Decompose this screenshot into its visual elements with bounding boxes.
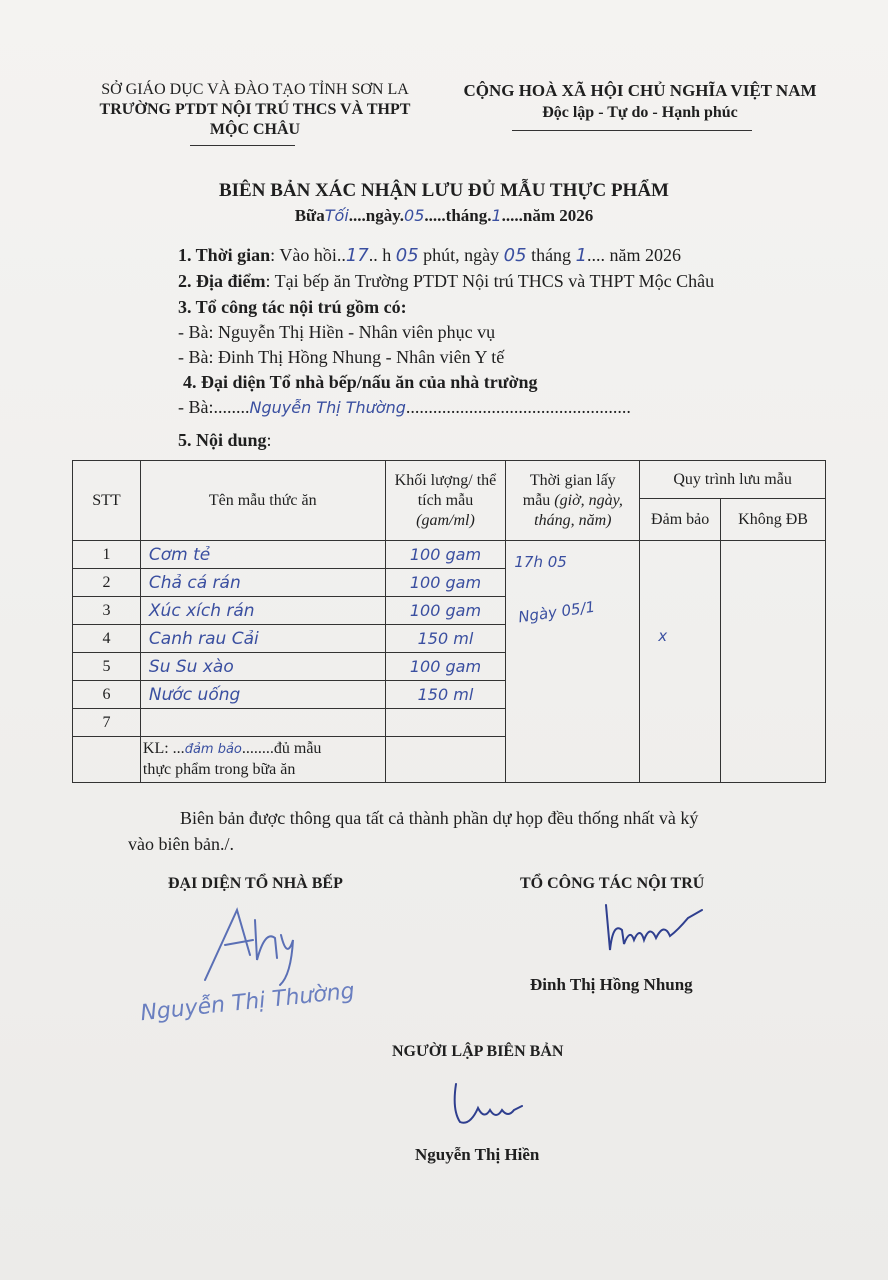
sample-time-date: Ngày 05/1 [517,597,597,627]
day-label: ....ngày. [348,206,405,225]
row-food-name: Chả cá rán [140,569,385,597]
ensured-mark: x [658,627,668,645]
item-time-label: 1. Thời gian [178,245,271,265]
ensured-cell [640,541,721,783]
header-weight-line1: Khối lượng/ thể [394,471,497,489]
header-weight-line2: tích mẫu [417,491,474,509]
date-month-handwritten: 1 [575,245,588,266]
item-content-label: 5. Nội dung [178,430,267,450]
row-food-name: Su Su xào [140,653,385,681]
item-time [178,245,681,266]
month-handwritten: 1 [491,206,502,225]
sample-time-hour: 17h 05 [514,553,567,571]
country-name: CỘNG HOÀ XÃ HỘI CHỦ NGHĨA VIỆT NAM [463,81,817,100]
row-food-name: Nước uống [140,681,385,709]
team-member-2: - Bà: Đinh Thị Hồng Nhung - Nhân viên Y tế [178,347,505,367]
row-stt: 6 [73,681,141,709]
day-handwritten: 05 [404,206,425,225]
row-amount: 100 gam [385,569,506,597]
meal-date-line [0,206,888,226]
closing-line2: vào biên bản./. [128,834,234,854]
item-kitchen-label: 4. Đại diện Tổ nhà bếp/nấu ăn của nhà trường [183,372,538,392]
date-day-handwritten: 05 [503,245,527,266]
header-left [70,80,440,140]
school-name-line1: TRƯỜNG PTDT NỘI TRÚ THCS VÀ THPT [99,101,411,118]
item-content [178,430,272,451]
header-ensured: Đảm bảo [640,499,721,541]
closing-line1: Biên bản được thông qua tất cả thành phần dự họp đều thống nhất và ký [180,808,699,828]
conclusion-handwritten: đảm bảo [184,742,242,757]
header-time-line2-italic: (giờ, ngày, [554,491,623,509]
header-right-underline [512,130,752,131]
recorder-signature-title: NGƯỜI LẬP BIÊN BẢN [392,1043,564,1060]
team-member-1: - Bà: Nguyễn Thị Hiền - Nhân viên phục vụ [178,322,496,342]
recorder-signature-mark [448,1080,528,1130]
kitchen-prefix: - Bà:........ [178,397,250,417]
team-signature-title: TỔ CÔNG TÁC NỘI TRÚ [520,875,705,892]
header-sample-time [506,461,640,541]
meal-prefix: Bữa [294,206,325,225]
row-amount: 100 gam [385,597,506,625]
conclusion-suffix: ........đủ mẫu [241,740,322,757]
row-food-name: Xúc xích rán [140,597,385,625]
header-time-line1: Thời gian lấy [529,471,616,489]
item-content-colon: : [266,430,272,450]
row-food-name [140,709,385,737]
header-process: Quy trình lưu mẫu [640,461,826,499]
motto: Độc lập - Tự do - Hạnh phúc [542,104,738,121]
item-time-text-e: .... năm 2026 [587,245,682,265]
row-stt: 4 [73,625,141,653]
kitchen-signature-mark [195,900,305,990]
conclusion-cell [140,737,385,783]
food-sample-table [72,460,826,783]
minute-handwritten: 05 [395,245,419,266]
department-name: SỞ GIÁO DỤC VÀ ĐÀO TẠO TỈNH SƠN LA [101,81,409,98]
conclusion-amount-cell [385,737,506,783]
header-right [455,80,825,124]
document-title: BIÊN BẢN XÁC NHẬN LƯU ĐỦ MẪU THỰC PHẨM [218,180,669,201]
row-amount: 100 gam [385,653,506,681]
hour-handwritten: 17 [345,245,369,266]
kitchen-name-handwritten: Nguyễn Thị Thường [249,398,406,417]
year-label: .....năm 2026 [501,206,594,225]
item-location [178,271,714,292]
row-food-name: Canh rau Cải [140,625,385,653]
row-stt: 1 [73,541,141,569]
kitchen-signature-title: ĐẠI DIỆN TỔ NHÀ BẾP [168,875,343,892]
header-weight-line3: (gam/ml) [416,511,475,529]
row-stt: 5 [73,653,141,681]
row-stt: 7 [73,709,141,737]
row-amount: 150 ml [385,625,506,653]
item-time-text-d: tháng [526,245,576,265]
item-location-text: : Tại bếp ăn Trường PTDT Nội trú THCS và THPT Mộc Châu [265,271,715,291]
kitchen-signature-name: Nguyễn Thị Thường [139,978,356,1027]
conclusion-stt-cell [73,737,141,783]
header-weight [385,461,506,541]
row-amount: 100 gam [385,541,506,569]
not-ensured-cell [721,541,826,783]
kitchen-representative [178,397,631,418]
header-time-line3: tháng, năm) [534,511,612,529]
recorder-signer-name: Nguyễn Thị Hiền [415,1145,540,1164]
conclusion-line2: thực phẩm trong bữa ăn [142,761,296,778]
item-location-label: 2. Địa điểm [178,271,266,291]
month-label: .....tháng. [424,206,492,225]
meal-handwritten: Tối [324,206,349,225]
row-food-name: Cơm tẻ [140,541,385,569]
table-row [73,541,826,569]
header-stt: STT [73,461,141,541]
header-time-line2-plain: mẫu [522,491,555,509]
header-food-name: Tên mẫu thức ăn [140,461,385,541]
row-amount: 150 ml [385,681,506,709]
item-team-label: 3. Tổ công tác nội trú gồm có: [178,297,407,317]
item-time-text-a: : Vào hồi.. [270,245,346,265]
item-time-text-b: .. h [368,245,396,265]
kitchen-suffix: .................................................. [405,397,631,417]
header-left-underline [190,145,295,146]
conclusion-prefix: KL: ... [142,740,185,757]
school-name-line2: MỘC CHÂU [209,121,301,138]
team-signature-mark [598,900,708,960]
header-not-ensured: Không ĐB [721,499,826,541]
team-signer-name: Đinh Thị Hồng Nhung [530,975,693,994]
sample-time-cell [506,541,640,783]
row-stt: 2 [73,569,141,597]
item-time-text-c: phút, ngày [418,245,504,265]
row-stt: 3 [73,597,141,625]
row-amount [385,709,506,737]
